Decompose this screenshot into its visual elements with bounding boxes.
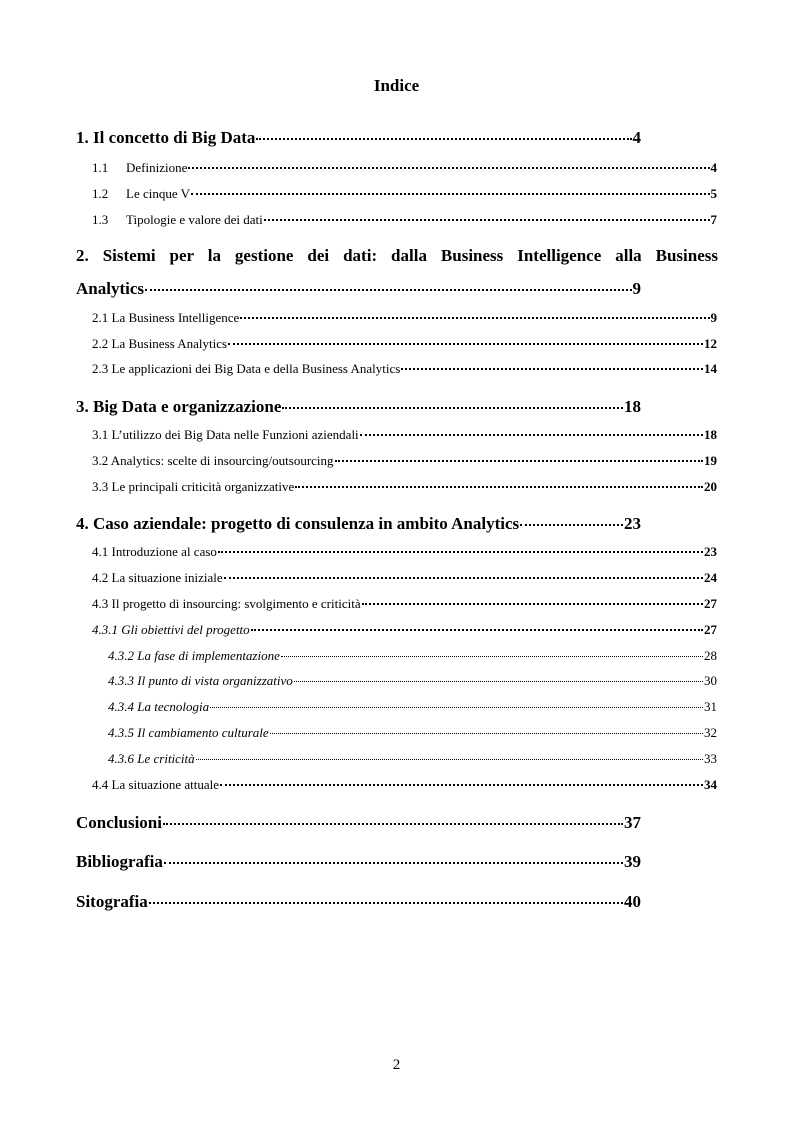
dot-leader <box>294 680 703 682</box>
toc-entry-title: 3.2 Analytics: scelte di insourcing/outsourcing <box>92 453 334 468</box>
toc-entry-1-1[interactable] <box>92 160 717 176</box>
toc-entry-page: 18 <box>624 397 641 416</box>
dot-leader <box>335 459 703 462</box>
dot-leader <box>164 861 623 864</box>
toc-entry-page: 14 <box>704 361 717 376</box>
dot-leader <box>224 576 703 579</box>
dot-leader <box>281 655 703 657</box>
toc-entry-4-3-1[interactable] <box>92 622 717 638</box>
toc-entry-title: 4.3.3 Il punto di vista organizzativo <box>108 673 293 688</box>
dot-leader <box>360 433 703 436</box>
toc-entry-title: Tipologie e valore dei dati <box>126 212 263 227</box>
toc-entry-page: 28 <box>704 648 717 663</box>
toc-entry-page: 39 <box>624 852 641 871</box>
toc-entry-page: 5 <box>710 186 717 201</box>
toc-entry-4-3[interactable] <box>92 596 717 612</box>
toc-entry-page: 32 <box>704 725 717 740</box>
toc-entry-number: 1.2 <box>92 186 109 201</box>
toc-entry-4-1[interactable] <box>92 544 717 560</box>
toc-entry-page: 34 <box>704 777 717 792</box>
toc-entry-4-2[interactable] <box>92 570 717 586</box>
dot-leader <box>218 550 703 553</box>
toc-entry-title: 2.2 La Business Analytics <box>92 336 228 351</box>
dot-leader <box>145 288 632 291</box>
toc-entry-2-3[interactable] <box>92 361 717 377</box>
toc-entry-title: 2.3 Le applicazioni dei Big Data e della Business Analytics <box>92 361 401 376</box>
toc-entry-title: 4. Caso aziendale: progetto di consulenza in ambito Analytics <box>76 514 520 533</box>
toc-entry-page: 23 <box>624 514 641 533</box>
toc-entry-page: 18 <box>704 427 717 442</box>
toc-entry-page: 12 <box>704 336 717 351</box>
toc-entry-page: 24 <box>704 570 717 585</box>
toc-entry-bibliografia[interactable] <box>76 852 641 872</box>
toc-entry-title: 4.4 La situazione attuale <box>92 777 220 792</box>
toc-entry-title: Sitografia <box>76 892 148 911</box>
toc-entry-page: 9 <box>710 310 717 325</box>
toc-entry-title: 2.1 La Business Intelligence <box>92 310 240 325</box>
dot-leader <box>264 218 710 221</box>
toc-entry-conclusioni[interactable] <box>76 813 641 833</box>
dot-leader <box>149 901 623 904</box>
toc-entry-4-3-2[interactable] <box>108 648 717 664</box>
dot-leader <box>362 602 703 605</box>
dot-leader <box>295 485 703 488</box>
toc-entry-title: Definizione <box>126 160 188 175</box>
toc-entry-page: 37 <box>624 813 641 832</box>
toc-entry-4-3-6[interactable] <box>108 751 717 767</box>
toc-entry-number: 1.3 <box>92 212 109 227</box>
page-number: 2 <box>392 1057 401 1073</box>
toc-entry-page: 40 <box>624 892 641 911</box>
dot-leader <box>210 706 703 708</box>
toc-entry-2-1[interactable] <box>92 310 717 326</box>
toc-entry-title: 3. Big Data e organizzazione <box>76 397 282 416</box>
toc-entry-chapter-4[interactable] <box>76 514 641 534</box>
dot-leader <box>270 732 703 734</box>
dot-leader <box>401 367 703 370</box>
toc-entry-page: 33 <box>704 751 717 766</box>
toc-entry-title: 4.3.1 Gli obiettivi del progetto <box>92 622 250 637</box>
toc-entry-page: 7 <box>710 212 717 227</box>
dot-leader <box>256 137 631 140</box>
dot-leader <box>220 783 703 786</box>
toc-entry-chapter-3[interactable] <box>76 397 641 417</box>
toc-entry-title: 4.3.2 La fase di implementazione <box>108 648 280 663</box>
toc-entry-1-3[interactable] <box>92 212 717 228</box>
dot-leader <box>282 406 623 409</box>
toc-entry-chapter-2-line-1[interactable]: 2. Sistemi per la gestione dei dati: dalla Business Intelligence alla Business <box>76 246 718 265</box>
toc-entry-3-3[interactable] <box>92 479 717 495</box>
dot-leader <box>251 628 703 631</box>
toc-entry-4-3-5[interactable] <box>108 725 717 741</box>
toc-entry-3-2[interactable] <box>92 453 717 469</box>
toc-entry-number: 1.1 <box>92 160 109 175</box>
toc-entry-title: Conclusioni <box>76 813 162 832</box>
toc-entry-title: 3.3 Le principali criticità organizzative <box>92 479 295 494</box>
toc-entry-sitografia[interactable] <box>76 892 641 912</box>
toc-entry-page: 20 <box>704 479 717 494</box>
toc-entry-page: 4 <box>632 128 641 147</box>
toc-entry-page: 9 <box>632 279 641 298</box>
toc-entry-title: 4.3 Il progetto di insourcing: svolgimento e criticità <box>92 596 361 611</box>
toc-entry-title: 4.2 La situazione iniziale <box>92 570 223 585</box>
toc-entry-title: 4.3.4 La tecnologia <box>108 699 210 714</box>
dot-leader <box>228 342 703 345</box>
toc-entry-4-3-4[interactable] <box>108 699 717 715</box>
toc-entry-3-1[interactable] <box>92 427 717 443</box>
toc-entry-page: 23 <box>704 544 717 559</box>
toc-entry-title: 4.3.5 Il cambiamento culturale <box>108 725 269 740</box>
toc-entry-title: 1. Il concetto di Big Data <box>76 128 256 147</box>
toc-entry-chapter-2[interactable] <box>76 279 641 299</box>
toc-entry-title: 3.1 L’utilizzo dei Big Data nelle Funzioni aziendali <box>92 427 359 442</box>
toc-entry-1-2[interactable] <box>92 186 717 202</box>
toc-entry-4-4[interactable] <box>92 777 717 793</box>
toc-entry-page: 27 <box>704 596 717 611</box>
dot-leader <box>191 192 709 195</box>
toc-entry-title: Bibliografia <box>76 852 163 871</box>
dot-leader <box>163 822 623 825</box>
dot-leader <box>520 523 623 526</box>
toc-entry-chapter-1[interactable] <box>76 128 641 148</box>
toc-entry-title: 4.3.6 Le criticità <box>108 751 195 766</box>
page-title: Indice <box>373 76 420 95</box>
toc-entry-2-2[interactable] <box>92 336 717 352</box>
dot-leader <box>196 758 703 760</box>
toc-entry-title: Analytics <box>76 279 144 298</box>
dot-leader <box>240 316 709 319</box>
toc-entry-page: 27 <box>704 622 717 637</box>
dot-leader <box>188 166 709 169</box>
toc-entry-page: 4 <box>710 160 717 175</box>
toc-entry-title: 4.1 Introduzione al caso <box>92 544 217 559</box>
toc-entry-4-3-3[interactable] <box>108 673 717 689</box>
toc-entry-page: 19 <box>704 453 717 468</box>
toc-entry-page: 30 <box>704 673 717 688</box>
toc-entry-page: 31 <box>704 699 717 714</box>
toc-entry-title: Le cinque V <box>126 186 191 201</box>
